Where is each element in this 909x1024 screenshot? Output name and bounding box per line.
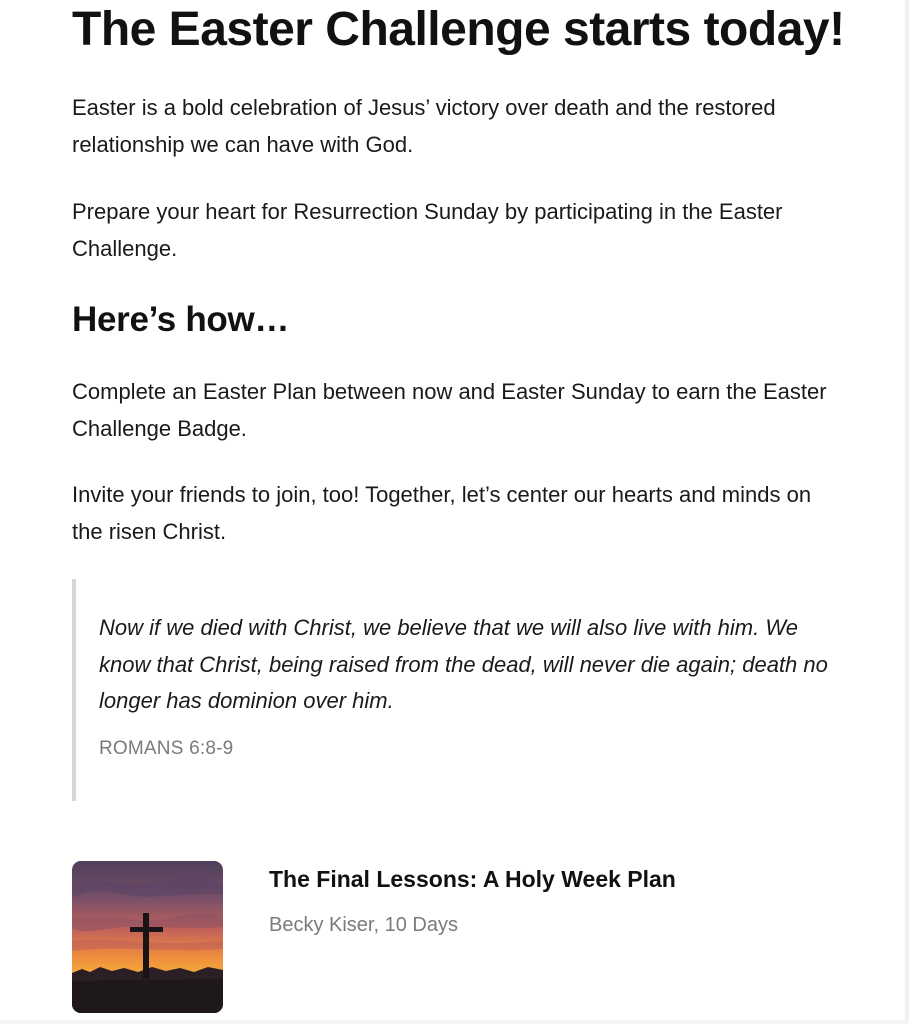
plan-author-duration: Becky Kiser, 10 Days xyxy=(269,914,458,936)
bottom-edge xyxy=(0,1020,909,1024)
plan-title-link[interactable]: The Final Lessons: A Holy Week Plan xyxy=(269,866,676,892)
scripture-reference: ROMANS 6:8-9 xyxy=(99,738,234,759)
complete-plan-paragraph: Complete an Easter Plan between now and Easter Sunday to earn the Easter Challenge Badge. xyxy=(72,379,827,441)
right-gutter xyxy=(905,0,909,1024)
scripture-blockquote xyxy=(72,579,856,801)
cross-sunset-image xyxy=(72,861,223,1013)
section-heading: Here’s how… xyxy=(72,300,290,339)
plan-thumbnail[interactable] xyxy=(72,861,223,1013)
scripture-quote-text: Now if we died with Christ, we believe that we will also live with him. We know that Christ, being raised from the dead, will never die again; death no longer has dominion over him. xyxy=(99,615,828,713)
plan-card[interactable] xyxy=(72,860,852,1014)
page-title: The Easter Challenge starts today! xyxy=(72,3,845,56)
invite-friends-paragraph: Invite your friends to join, too! Together, let’s center our hearts and minds on the risen Christ. xyxy=(72,482,812,544)
intro-paragraph: Easter is a bold celebration of Jesus’ victory over death and the restored relationship we can have with God. xyxy=(72,95,776,157)
prepare-paragraph: Prepare your heart for Resurrection Sunday by participating in the Easter Challenge. xyxy=(72,199,783,261)
